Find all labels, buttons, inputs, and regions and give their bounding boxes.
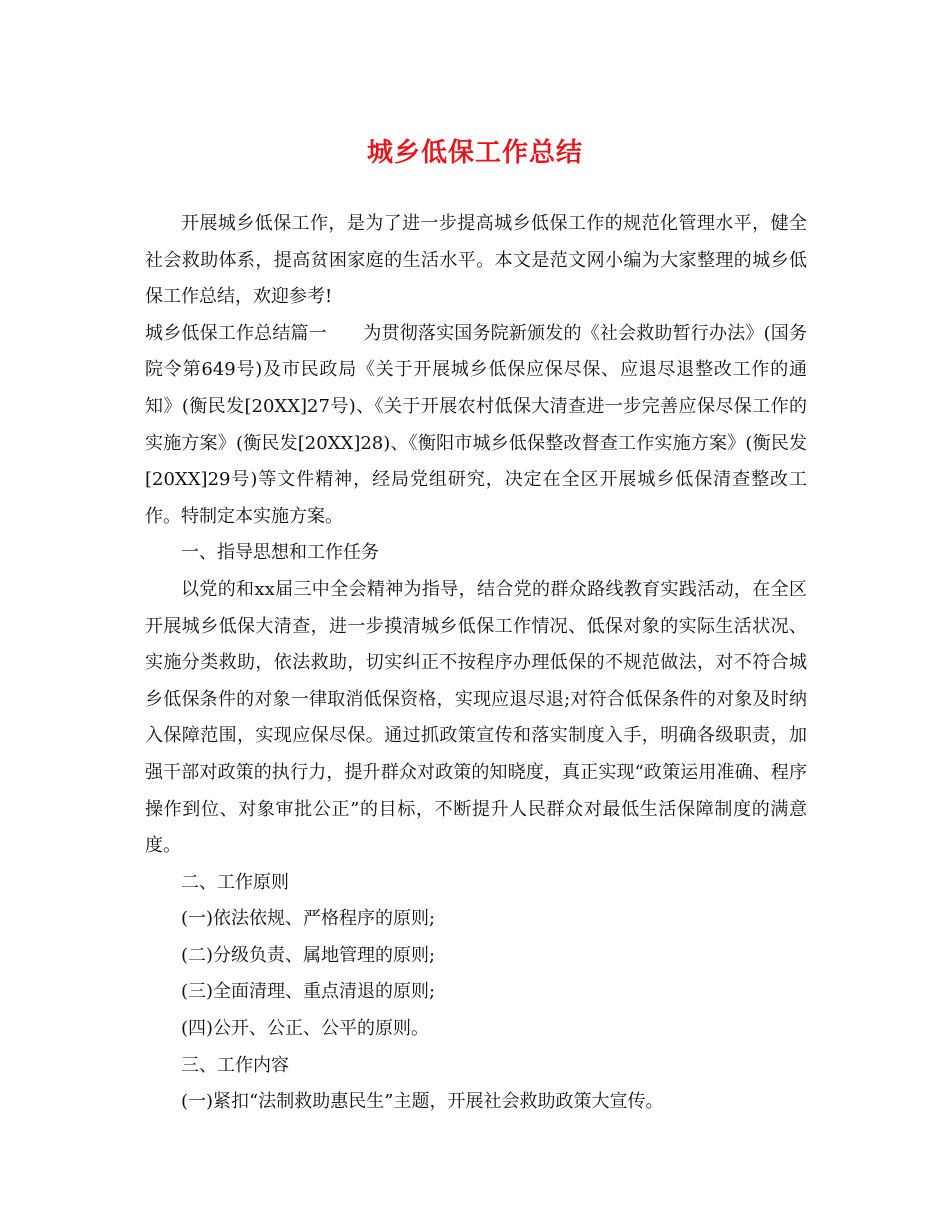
intro-paragraph: 开展城乡低保工作，是为了进一步提高城乡低保工作的规范化管理水平，健全社会救助体系，提高贫困家庭的生活水平。本文是范文网小编为大家整理的城乡低保工作总结，欢迎参考! [145, 213, 807, 308]
section-one-paragraph: 城乡低保工作总结篇一 为贯彻落实国务院新颁发的《社会救助暂行办法》(国务院令第649号)及市民政局《关于开展城乡低保应保尽保、应退尽退整改工作的通知》(衡民发[20XX]27号)、《关于开展农村低保大清查进一步完善应保尽保工作的实施方案》(衡民发[20XX]28)、《衡阳市城乡低保整改督查工作实施方案》(衡民发[20XX]29号)等文件精神，经局党组研究，决定在全区开展城乡低保清查整改工作。特制定本实施方案。 [145, 322, 807, 527]
document-title: 城乡低保工作总结 [366, 138, 583, 168]
heading-work-content: 三、工作内容 [181, 1054, 289, 1076]
principle-item-3: (三)全面清理、重点清退的原则; [181, 981, 436, 1003]
heading-guiding-ideology: 一、指导思想和工作任务 [181, 542, 379, 564]
heading-work-principles: 二、工作原则 [181, 871, 289, 893]
work-content-item-1: (一)紧扣“法制救助惠民生”主题，开展社会救助政策大宣传。 [181, 1091, 664, 1113]
principle-item-1: (一)依法依规、严格程序的原则; [181, 908, 436, 930]
principle-item-2: (二)分级负责、属地管理的原则; [181, 944, 436, 966]
principle-item-4: (四)公开、公正、公平的原则。 [181, 1018, 430, 1040]
guiding-ideology-paragraph: 以党的和xx届三中全会精神为指导，结合党的群众路线教育实践活动，在全区开展城乡低保大清查，进一步摸清城乡低保工作情况、低保对象的实际生活状况、实施分类救助，依法救助，切实纠正不按程序办理低保的不规范做法，对不符合城乡低保条件的对象一律取消低保资格，实现应退尽退;对符合低保条件的对象及时纳入保障范围，实现应保尽保。通过抓政策宣传和落实制度入手，明确各级职责，加强干部对政策的执行力，提升群众对政策的知晓度，真正实现“政策运用准确、程序操作到位、对象审批公正”的目标，不断提升人民群众对最低生活保障制度的满意度。 [145, 578, 807, 857]
document-body [145, 206, 807, 1121]
